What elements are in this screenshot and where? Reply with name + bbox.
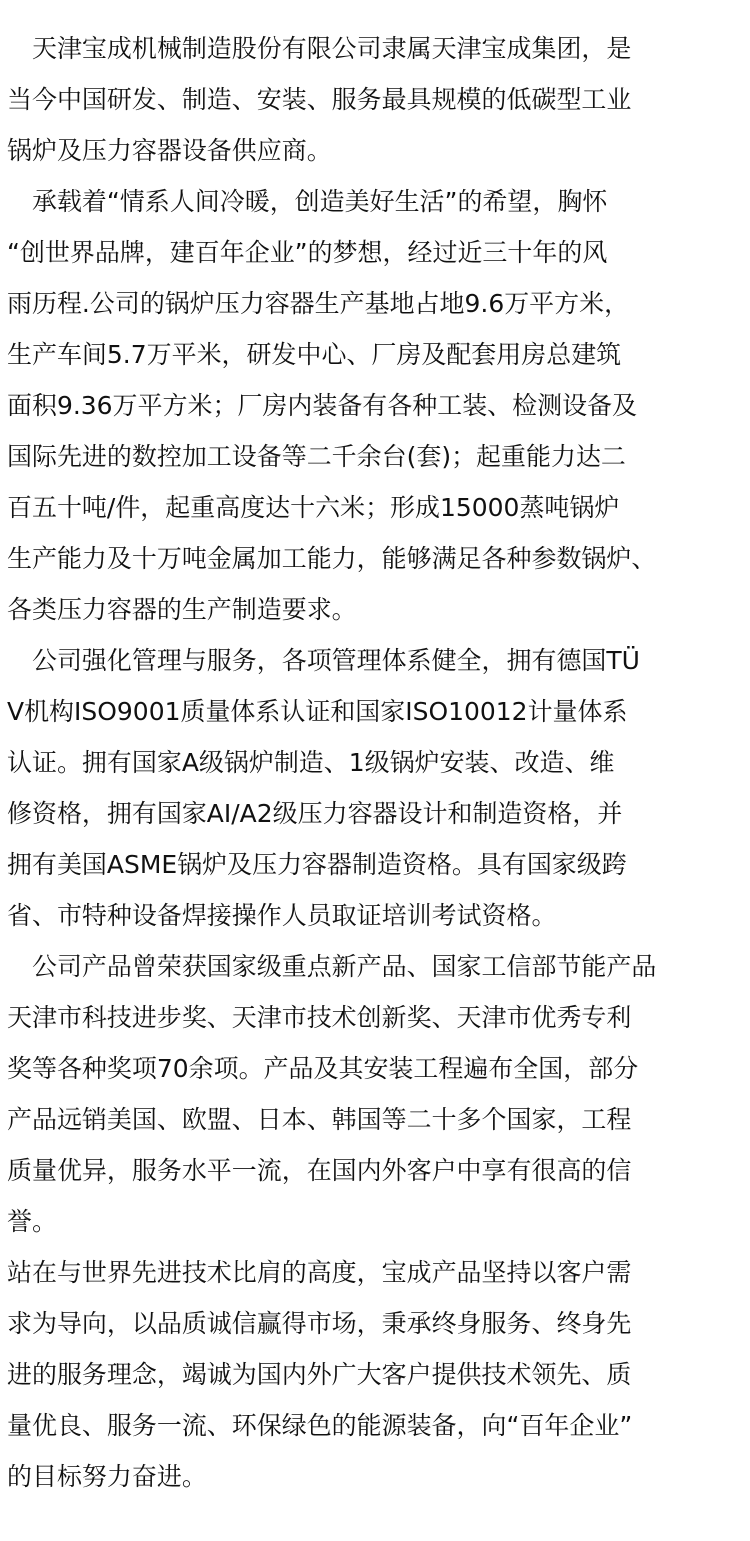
text-line: 公司产品曾荣获国家级重点新产品、国家工信部节能产品 <box>7 952 657 981</box>
text-line: 国际先进的数控加工设备等二千余台(套)；起重能力达二 <box>7 442 626 471</box>
text-line: 的目标努力奋进。 <box>7 1462 207 1491</box>
text-line: 站在与世界先进技术比肩的高度，宝成产品坚持以客户需 <box>7 1258 632 1287</box>
text-line: 进的服务理念，竭诚为国内外广大客户提供技术领先、质 <box>7 1360 632 1389</box>
text-line: 省、市特种设备焊接操作人员取证培训考试资格。 <box>7 901 557 930</box>
text-line: 修资格，拥有国家AI/A2级压力容器设计和制造资格，并 <box>7 799 623 828</box>
paragraph-company-intro <box>7 23 750 176</box>
text-line: 天津市科技进步奖、天津市技术创新奖、天津市优秀专利 <box>7 1003 632 1032</box>
text-line: 天津宝成机械制造股份有限公司隶属天津宝成集团，是 <box>7 34 632 63</box>
paragraph-certifications <box>7 635 750 941</box>
text-line: 承载着“情系人间冷暖，创造美好生活”的希望，胸怀 <box>7 187 608 216</box>
paragraph-facilities <box>7 176 750 635</box>
text-line: 各类压力容器的生产制造要求。 <box>7 595 357 624</box>
text-line: 量优良、服务一流、环保绿色的能源装备，向“百年企业” <box>7 1411 633 1440</box>
text-line: 面积9.36万平方米；厂房内装备有各种工装、检测设备及 <box>7 391 638 420</box>
text-line: 拥有美国ASME锅炉及压力容器制造资格。具有国家级跨 <box>7 850 627 879</box>
text-line: 百五十吨/件，起重高度达十六米；形成15000蒸吨锅炉 <box>7 493 620 522</box>
text-line: 当今中国研发、制造、安装、服务最具规模的低碳型工业 <box>7 85 632 114</box>
text-line: 质量优异，服务水平一流，在国内外客户中享有很高的信 <box>7 1156 632 1185</box>
text-line: 锅炉及压力容器设备供应商。 <box>7 136 332 165</box>
text-line: V机构ISO9001质量体系认证和国家ISO10012计量体系 <box>7 697 628 726</box>
text-line: 产品远销美国、欧盟、日本、韩国等二十多个国家，工程 <box>7 1105 632 1134</box>
text-line: 奖等各种奖项70余项。产品及其安装工程遍布全国，部分 <box>7 1054 639 1083</box>
text-line: 誉。 <box>7 1207 57 1236</box>
text-line: 雨历程.公司的锅炉压力容器生产基地占地9.6万平方米， <box>7 289 630 318</box>
text-line: 求为导向，以品质诚信赢得市场，秉承终身服务、终身先 <box>7 1309 632 1338</box>
text-line: 生产能力及十万吨金属加工能力，能够满足各种参数锅炉、 <box>7 544 657 573</box>
text-line: 公司强化管理与服务，各项管理体系健全，拥有德国TÜ <box>7 646 640 675</box>
text-line: “创世界品牌，建百年企业”的梦想，经过近三十年的风 <box>7 238 608 267</box>
paragraph-awards <box>7 941 750 1247</box>
text-line: 认证。拥有国家A级锅炉制造、1级锅炉安装、改造、维 <box>7 748 615 777</box>
paragraph-vision <box>7 1247 750 1502</box>
text-line: 生产车间5.7万平米，研发中心、厂房及配套用房总建筑 <box>7 340 622 369</box>
